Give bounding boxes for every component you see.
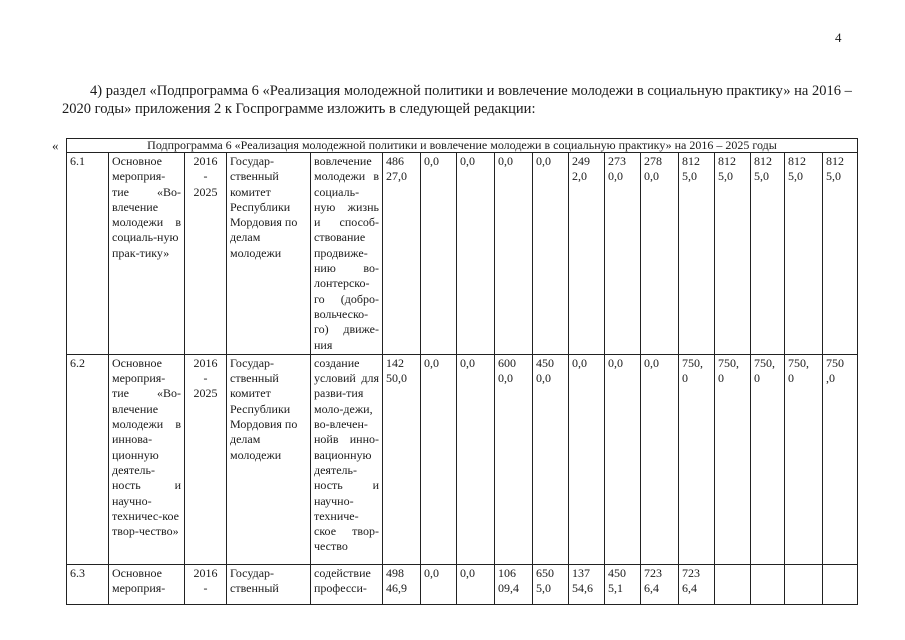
value-cell: 650 5,0 <box>533 564 569 604</box>
measure-name: Основное мероприя-тие «Во-влечение молодежи в иннова-ционную деятель-ность и научно-техничес-кое твор-чество» <box>109 354 185 564</box>
value-cell: 486 27,0 <box>383 153 421 355</box>
period: 2016 - 2025 <box>185 354 227 564</box>
value-cell: 450 0,0 <box>533 354 569 564</box>
value-cell <box>751 564 785 604</box>
value-cell: 750, 0 <box>785 354 823 564</box>
value-cell: 273 0,0 <box>605 153 641 355</box>
value-cell: 0,0 <box>533 153 569 355</box>
measure-name: Основное мероприя-тие «Во-влечение молодежи в социаль-ную прак-тику» <box>109 153 185 355</box>
goal: вовлечение молодежи в социаль-ную жизнь и способ-ствование продвиже-нию во-лонтерско-го (добро-вольческо-го) движе-ния <box>311 153 383 355</box>
table-row <box>67 153 858 355</box>
value-cell <box>715 564 751 604</box>
open-quote: « <box>52 138 59 153</box>
value-cell: 137 54,6 <box>569 564 605 604</box>
value-cell: 106 09,4 <box>495 564 533 604</box>
goal: создание условий для разви-тия моло-дежи, во-влечен-нойв инно-вационную деятель-ность и научно-техниче-ское твор-чество <box>311 354 383 564</box>
value-cell: 0,0 <box>605 354 641 564</box>
value-cell: 600 0,0 <box>495 354 533 564</box>
value-cell: 0,0 <box>421 153 457 355</box>
executor: Государ-ственный комитет Республики Мордовия по делам молодежи <box>227 153 311 355</box>
value-cell: 812 5,0 <box>715 153 751 355</box>
table-row <box>67 564 858 604</box>
measure-name: Основное мероприя- <box>109 564 185 604</box>
subprogram-table <box>66 138 858 605</box>
table-row <box>67 354 858 564</box>
period: 2016 - 2025 <box>185 153 227 355</box>
value-cell <box>785 564 823 604</box>
value-cell: 723 6,4 <box>679 564 715 604</box>
value-cell: 450 5,1 <box>605 564 641 604</box>
value-cell: 812 5,0 <box>751 153 785 355</box>
executor: Государ-ственный <box>227 564 311 604</box>
row-number: 6.3 <box>67 564 109 604</box>
value-cell: 0,0 <box>421 564 457 604</box>
value-cell: 750 ,0 <box>823 354 858 564</box>
value-cell: 0,0 <box>641 354 679 564</box>
value-cell: 750, 0 <box>715 354 751 564</box>
goal: содействие професси- <box>311 564 383 604</box>
page-number: 4 <box>835 30 842 45</box>
value-cell: 812 5,0 <box>823 153 858 355</box>
row-number: 6.1 <box>67 153 109 355</box>
intro-paragraph: 4) раздел «Подпрограмма 6 «Реализация молодежной политики и вовлечение молодежи в социальную практику» на 2016 – 2020 годы» приложения 2 к Госпрограмме изложить в следующей редакции: <box>62 83 852 117</box>
value-cell: 0,0 <box>495 153 533 355</box>
value-cell: 0,0 <box>457 564 495 604</box>
value-cell: 0,0 <box>457 153 495 355</box>
value-cell: 249 2,0 <box>569 153 605 355</box>
value-cell <box>823 564 858 604</box>
value-cell: 812 5,0 <box>785 153 823 355</box>
value-cell: 723 6,4 <box>641 564 679 604</box>
row-number: 6.2 <box>67 354 109 564</box>
executor: Государ-ственный комитет Республики Мордовия по делам молодежи <box>227 354 311 564</box>
period: 2016 - <box>185 564 227 604</box>
subprogram-header: Подпрограмма 6 «Реализация молодежной политики и вовлечение молодежи в социальную практику» на 2016 – 2025 годы <box>67 139 858 153</box>
value-cell: 0,0 <box>569 354 605 564</box>
value-cell: 750, 0 <box>751 354 785 564</box>
value-cell: 750, 0 <box>679 354 715 564</box>
value-cell: 812 5,0 <box>679 153 715 355</box>
value-cell: 142 50,0 <box>383 354 421 564</box>
value-cell: 0,0 <box>421 354 457 564</box>
value-cell: 278 0,0 <box>641 153 679 355</box>
value-cell: 0,0 <box>457 354 495 564</box>
value-cell: 498 46,9 <box>383 564 421 604</box>
